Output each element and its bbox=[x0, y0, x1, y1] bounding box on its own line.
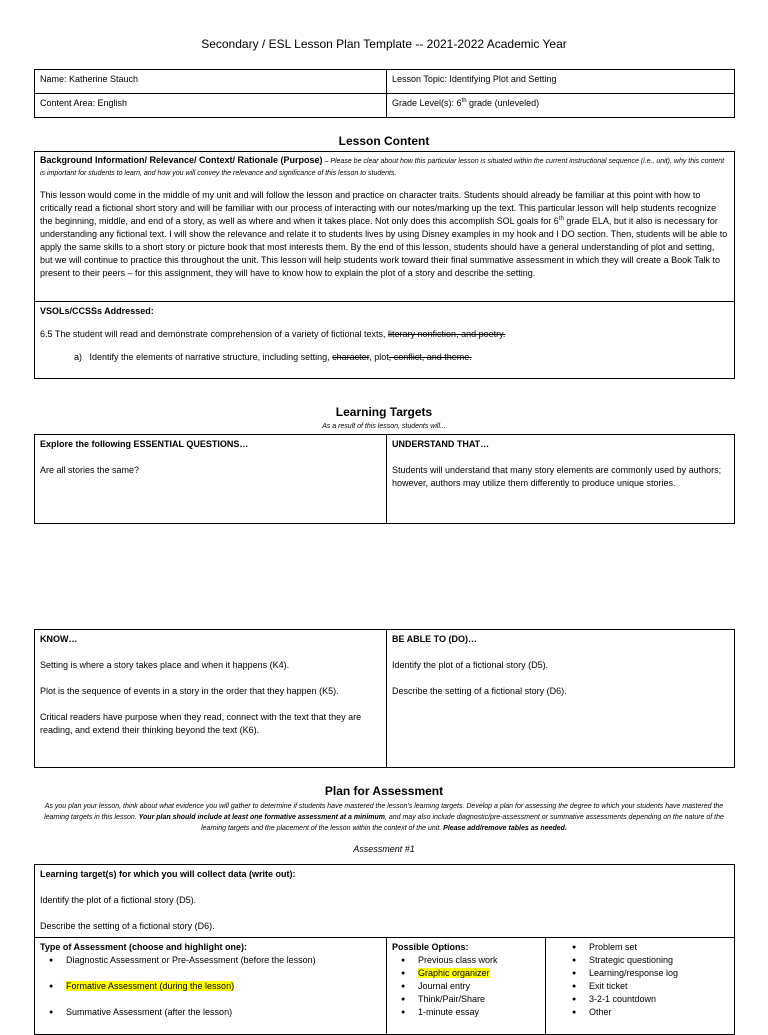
know-label: KNOW… bbox=[40, 634, 78, 644]
assessment-type-cell bbox=[35, 938, 387, 1035]
option-item-selected: ● Graphic organizer bbox=[418, 967, 540, 980]
lesson-content-table bbox=[34, 151, 735, 379]
options-cell-1 bbox=[387, 938, 546, 1035]
assessment-number: Assessment #1 bbox=[353, 844, 415, 854]
background-note: – Please be clear about how this particular lesson is situated within the current instructional sequence (i.e., unit), why this content is important for students to learn, and how you will convey the relevance and significance of this lesson to students. bbox=[40, 158, 725, 177]
assessment-lt-item: Describe the setting of a fictional story (D6). bbox=[40, 921, 215, 931]
do-label: BE ABLE TO (DO)… bbox=[392, 634, 477, 644]
background-label: Background Information/ Relevance/ Context/ Rationale (Purpose) bbox=[40, 155, 323, 165]
know-item: Critical readers have purpose when they read, connect with the text that they are reading, and extend their thinking beyond the text (K6). bbox=[40, 712, 362, 735]
standards-cell bbox=[35, 302, 735, 379]
option-item: ● Strategic questioning bbox=[589, 954, 729, 967]
essential-question: Are all stories the same? bbox=[40, 465, 140, 475]
know-item: Plot is the sequence of events in a story in the order that they happen (K5). bbox=[40, 686, 339, 696]
option-item: ● Other bbox=[589, 1006, 729, 1019]
options-cell-2 bbox=[546, 938, 735, 1035]
standard-6-5: 6.5 The student will read and demonstrate comprehension of a variety of fictional texts, literary nonfiction, and poetry. bbox=[40, 329, 506, 339]
option-item: ● 1-minute essay bbox=[418, 1006, 540, 1019]
assessment-type-option[interactable]: ● Diagnostic Assessment or Pre-Assessment (before the lesson) bbox=[66, 954, 381, 967]
assessment-table bbox=[34, 864, 735, 1035]
know-do-table bbox=[34, 629, 735, 768]
assessment-type-option-selected[interactable]: ● Formative Assessment (during the lesson) bbox=[66, 980, 381, 993]
options-label: Possible Options: bbox=[392, 942, 469, 952]
standard-6-5-a: a) Identify the elements of narrative structure, including setting, character, plot, conflict, and theme. bbox=[74, 352, 472, 362]
teacher-name: Name: Katherine Stauch bbox=[35, 70, 387, 94]
assessment-heading: Plan for Assessment bbox=[324, 784, 444, 798]
know-item: Setting is where a story takes place and when it happens (K4). bbox=[40, 660, 290, 670]
learning-targets-data-cell bbox=[35, 865, 735, 938]
info-table bbox=[34, 69, 735, 118]
option-item: ● Problem set bbox=[589, 941, 729, 954]
understand-cell bbox=[387, 435, 735, 524]
document-title: Secondary / ESL Lesson Plan Template -- 2021-2022 Academic Year bbox=[201, 37, 567, 51]
lesson-topic: Lesson Topic: Identifying Plot and Setting bbox=[387, 70, 735, 94]
learning-targets-subtitle: As a result of this lesson, students will... bbox=[322, 423, 446, 430]
do-cell bbox=[387, 630, 735, 768]
assessment-type-option[interactable]: ● Summative Assessment (after the lesson) bbox=[66, 1006, 381, 1019]
background-cell bbox=[35, 152, 735, 302]
option-item: ● Exit ticket bbox=[589, 980, 729, 993]
option-item: ● Journal entry bbox=[418, 980, 540, 993]
essential-questions-cell bbox=[35, 435, 387, 524]
know-cell bbox=[35, 630, 387, 768]
assessment-lt-label: Learning target(s) for which you will collect data (write out): bbox=[40, 869, 296, 879]
option-item: ● Think/Pair/Share bbox=[418, 993, 540, 1006]
grade-level: Grade Level(s): 6th grade (unleveled) bbox=[387, 94, 735, 118]
option-item: ● 3-2-1 countdown bbox=[589, 993, 729, 1006]
understand-text: Students will understand that many story elements are commonly used by authors; however, authors may utilize them differently to produce unique stories. bbox=[392, 465, 722, 488]
background-text: This lesson would come in the middle of my unit and will follow the lesson and practice on character traits. Students should already be familiar at this point with how to critically read a fictional short story and will be familiar with our process of interacting with our notes/marking up the text. This particular lesson will help students recognize the beginning, middle, and end of a story, as well as where and when it takes place. Not only does this accomplish SOL goals for 6th grade ELA, but it also is necessary for understanding any fictional text. I will show the relevance and relate it to students lives by using Disney examples in my hook and I DO section. Then, students will be able to apply the same skills to a short story or picture book that most interests them. By the end of this lesson, students should have a general understanding of plot and setting, but we will continue to practice this throughout the unit. This lesson will help students work toward their final summative assessment in which they will create a Book Talk to present to their peers – for this assignment, they will have to know how to explain the plot of a story and describe the setting. bbox=[40, 190, 728, 278]
essential-questions-label: Explore the following ESSENTIAL QUESTIONS… bbox=[40, 439, 249, 449]
assessment-lt-item: Identify the plot of a fictional story (D5). bbox=[40, 895, 197, 905]
assessment-intro: As you plan your lesson, think about what evidence you will gather to determine if students have mastered the lesson's learning targets. Develop a plan for assessing the degree to which your students have mastered the learning targets in this lesson. Your plan should include at least one formative assessment at a minimum, and may also include diagnostic/pre-assessment or summative assessments depending on the nature of the learning targets and the placement of the lesson within the context of the unit. Please add/remove tables as needed. bbox=[44, 803, 724, 832]
assessment-type-label: Type of Assessment (choose and highlight one): bbox=[40, 942, 248, 952]
do-item: Describe the setting of a fictional story (D6). bbox=[392, 686, 567, 696]
content-area: Content Area: English bbox=[35, 94, 387, 118]
learning-targets-heading: Learning Targets bbox=[335, 405, 433, 419]
lesson-content-heading: Lesson Content bbox=[338, 134, 430, 148]
essential-questions-table bbox=[34, 434, 735, 524]
understand-label: UNDERSTAND THAT… bbox=[392, 439, 490, 449]
standards-label: VSOLs/CCSSs Addressed: bbox=[40, 306, 154, 316]
option-item: ● Learning/response log bbox=[589, 967, 729, 980]
option-item: ● Previous class work bbox=[418, 954, 540, 967]
do-item: Identify the plot of a fictional story (D5). bbox=[392, 660, 549, 670]
